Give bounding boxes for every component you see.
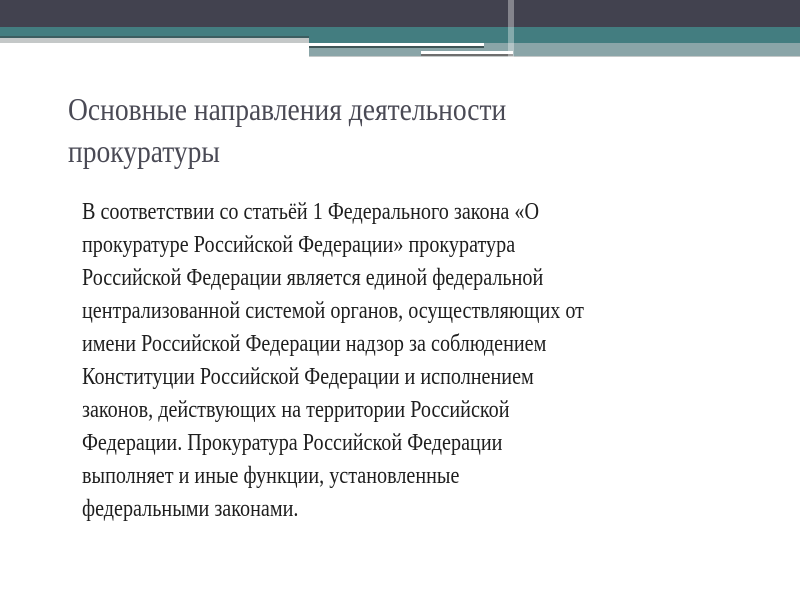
body-line: федеральными законами. — [82, 496, 299, 522]
banner-edge-stripe — [508, 0, 514, 57]
body-line: Федерации. Прокуратура Российской Федерации — [82, 430, 503, 456]
title-line: прокуратуры — [68, 133, 220, 169]
body-line: Российской Федерации является единой федеральной — [82, 265, 544, 291]
body-line: имени Российской Федерации надзор за соблюдением — [82, 331, 547, 357]
slide-body-text — [82, 196, 680, 526]
title-line: Основные направления деятельности — [68, 91, 507, 127]
body-line: централизованной системой органов, осуществляющих от — [82, 298, 584, 324]
banner-dark — [0, 0, 800, 27]
banner-light-teal-lower — [309, 48, 800, 56]
body-line: прокуратуре Российской Федерации» прокуратура — [82, 232, 516, 258]
body-line: законов, действующих на территории Российской — [82, 397, 510, 423]
banner-gray-right — [309, 56, 800, 57]
banner-teal-right — [309, 27, 800, 43]
body-line: Конституции Российской Федерации и исполнением — [82, 364, 534, 390]
slide-title — [68, 88, 578, 172]
body-line: В соответствии со статьёй 1 Федерального закона «О — [82, 199, 540, 225]
banner-gray-left — [0, 38, 309, 43]
banner-teal-left — [0, 27, 309, 36]
body-line: выполняет и иные функции, установленные — [82, 463, 460, 489]
